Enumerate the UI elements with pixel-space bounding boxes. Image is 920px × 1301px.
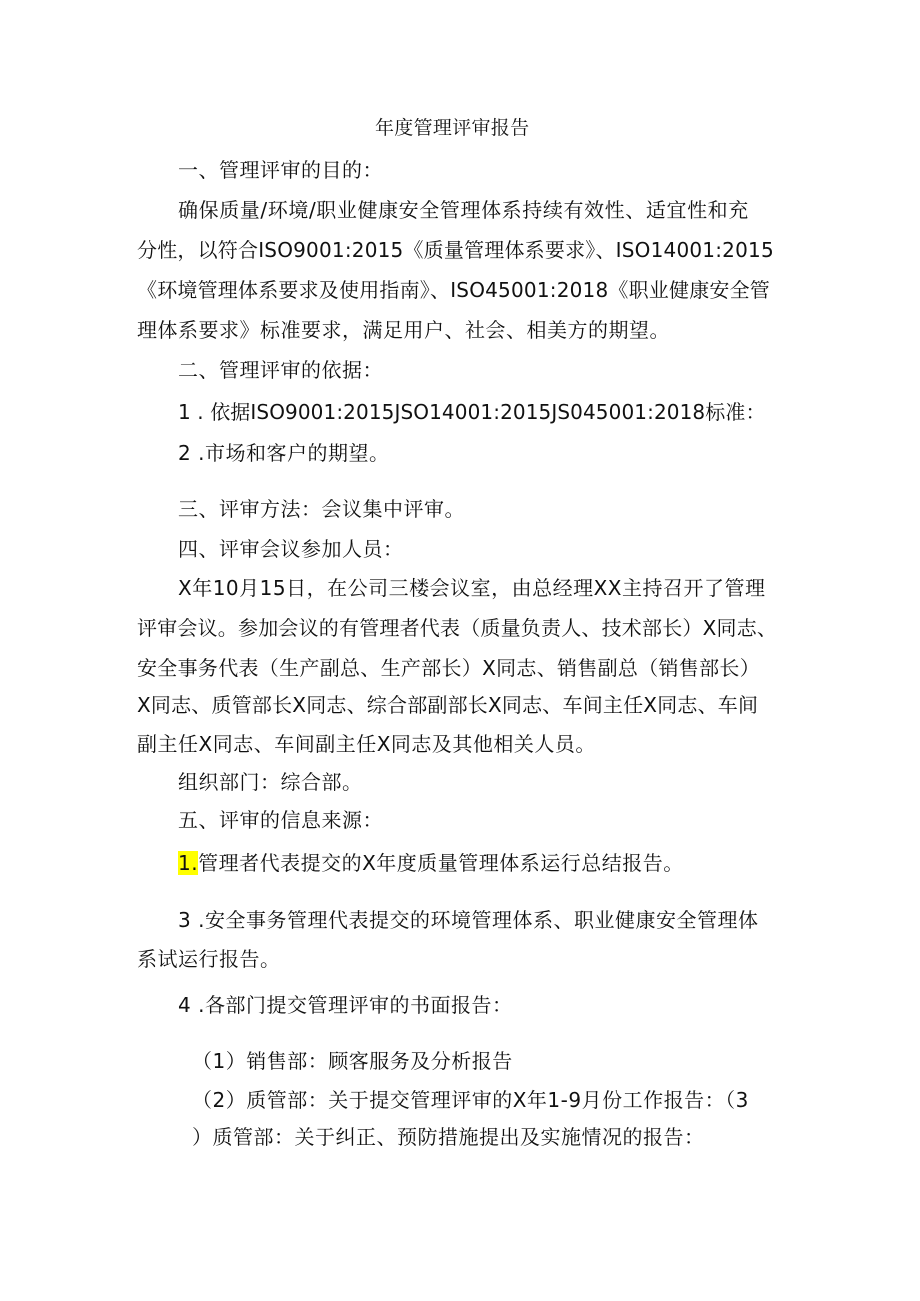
- organizing-department: 组织部门：综合部。: [178, 770, 363, 794]
- section-4-line: 评审会议。参加会议的有管理者代表（质量负责人、技术部长）X同志、: [137, 616, 778, 640]
- section-1-line: 分性，以符合ISO9001:2015《质量管理体系要求》、ISO14001:2015: [137, 238, 774, 262]
- section-5-item-3-line: 3 .安全事务管理代表提交的环境管理体系、职业健康安全管理体: [178, 908, 759, 932]
- section-1-heading: 一、管理评审的目的：: [178, 158, 383, 182]
- section-4-line: X年10月15日，在公司三楼会议室，由总经理XX主持召开了管理: [178, 576, 766, 600]
- sub-item-quality-corrective: ）质管部：关于纠正、预防措施提出及实施情况的报告：: [192, 1125, 705, 1149]
- section-5-item-3-line: 系试运行报告。: [137, 947, 281, 971]
- section-5-item-1: [178, 851, 684, 875]
- section-4-line: 副主任X同志、车间副主任X同志及其他相关人员。: [137, 732, 596, 756]
- highlighted-item-number: 1.: [178, 851, 199, 875]
- section-5-heading: 五、评审的信息来源：: [178, 808, 383, 832]
- section-1-line: 理体系要求》标准要求，满足用户、社会、相美方的期望。: [137, 318, 670, 342]
- section-2-item: 1 . 依据ISO9001:2015JSO14001:2015JS045001:2018标准：: [178, 400, 766, 424]
- section-5-item-4: 4 .各部门提交管理评审的书面报告：: [178, 993, 513, 1017]
- section-4-line: X同志、质管部长X同志、综合部副部长X同志、车间主任X同志、车间: [137, 693, 759, 717]
- section-1-line: 《环境管理体系要求及使用指南》、ISO45001:2018《职业健康安全管: [137, 278, 770, 302]
- section-2-heading: 二、管理评审的依据：: [178, 358, 383, 382]
- section-4-line: 安全事务代表（生产副总、生产部长）X同志、销售副总（销售部长）: [137, 656, 761, 680]
- section-3-text: 三、评审方法：会议集中评审。: [178, 497, 465, 521]
- document-title: 年度管理评审报告: [375, 117, 530, 139]
- section-1-line: 确保质量/环境/职业健康安全管理体系持续有效性、适宜性和充: [178, 198, 749, 222]
- section-4-heading: 四、评审会议参加人员：: [178, 537, 404, 561]
- sub-item-sales: （1）销售部：顾客服务及分析报告: [192, 1049, 513, 1073]
- sub-item-quality: （2）质管部：关于提交管理评审的X年1-9月份工作报告：（3: [192, 1088, 749, 1112]
- section-2-item: 2 .市场和客户的期望。: [178, 441, 390, 465]
- section-5-item-1-text: 管理者代表提交的X年度质量管理体系运行总结报告。: [198, 851, 684, 875]
